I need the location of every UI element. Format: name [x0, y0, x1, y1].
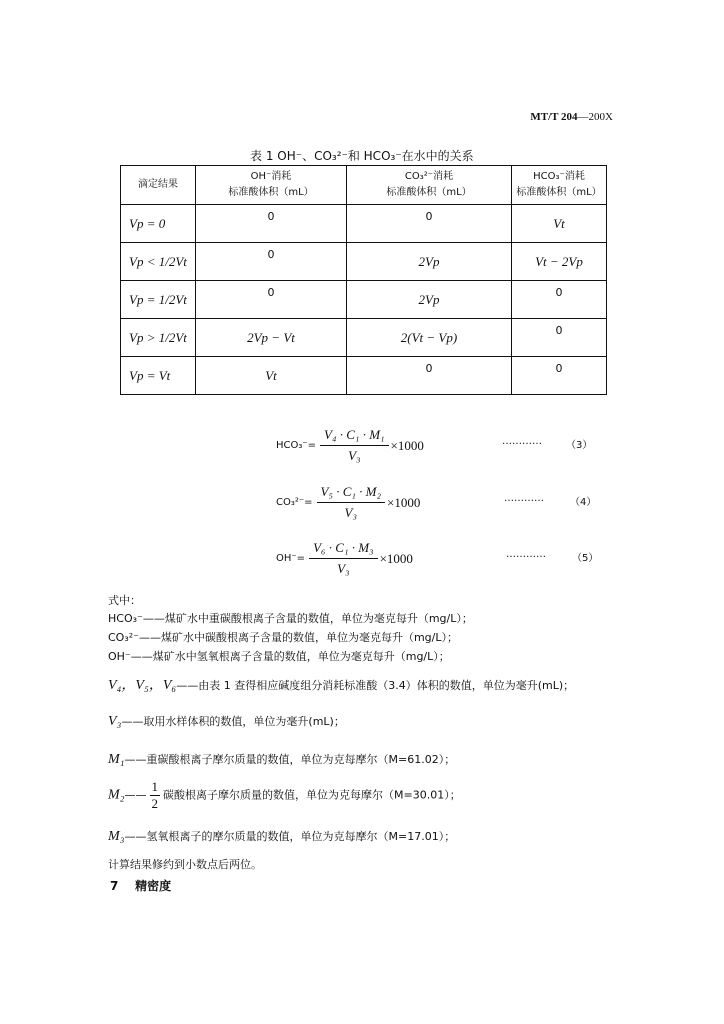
leader-dots: …………	[502, 436, 542, 447]
titration-condition: Vp < 1/2Vt	[129, 254, 187, 269]
co3-consumption: 0	[425, 210, 433, 223]
definition-text: ——氢氧根离子的摩尔质量的数值，单位为克每摩尔（M=17.01）；	[124, 830, 456, 843]
table-row	[121, 357, 607, 395]
leader-dots: …………	[504, 493, 544, 504]
symbol-v3: V₃	[108, 714, 122, 729]
leader-dots: …………	[506, 549, 546, 560]
definition-v3	[108, 713, 345, 730]
symbol-m2: M₂	[108, 787, 125, 803]
formula-multiplier: ×1000	[379, 550, 413, 566]
co3-consumption: 2Vp	[418, 292, 440, 307]
formula-lhs: OH⁻=	[276, 553, 306, 564]
fraction-numerator: 1	[151, 779, 159, 794]
definition-m1	[108, 751, 455, 768]
oh-consumption: 2Vp − Vt	[247, 330, 295, 345]
definition-text: ——由表 1 查得相应碱度组分消耗标准酸（3.4）体积的数值，单位为毫升(mL)；	[176, 679, 575, 692]
definition-v456	[108, 674, 574, 694]
oh-consumption: 0	[267, 248, 275, 261]
fraction-denominator: V₃	[348, 448, 361, 463]
formula-lhs: HCO₃⁻=	[276, 440, 317, 451]
rounding-note: 计算结果修约到小数点后两位。	[108, 858, 262, 871]
fraction-denominator: V₃	[337, 561, 350, 576]
table-row	[121, 319, 607, 357]
half-fraction	[150, 779, 161, 812]
section-title: 精密度	[135, 879, 172, 893]
co3-consumption: 2(Vt − Vp)	[400, 330, 458, 345]
co3-consumption: 2Vp	[418, 254, 440, 269]
hco3-consumption: 0	[555, 324, 563, 337]
where-label: 式中：	[108, 594, 141, 607]
definition-co3: CO₃²⁻——煤矿水中碳酸根离子含量的数值，单位为毫克每升（mg/L）；	[108, 631, 458, 644]
titration-condition: Vp = 0	[129, 216, 166, 231]
fraction-denominator: V₃	[344, 505, 358, 520]
hco3-consumption: 0	[555, 362, 563, 375]
fraction-denominator: 2	[151, 796, 159, 811]
table-header-cell: CO₃²⁻消耗 标准酸体积（mL）	[347, 166, 512, 205]
table-caption: 表 1 OH⁻、CO₃²⁻和 HCO₃⁻在水中的关系	[250, 149, 474, 163]
definition-text: ——取用水样体积的数值，单位为毫升(mL)；	[121, 715, 345, 728]
co3-consumption: 0	[425, 362, 433, 375]
definition-dash: ——	[124, 788, 147, 802]
fraction-numerator: V₅ · C₁ · M₂	[317, 484, 386, 503]
fraction-numerator: V₄ · C₁ · M₁	[320, 427, 389, 446]
oh-consumption: 0	[267, 286, 275, 299]
symbol-v456: V₄，V₅，V₆	[108, 678, 177, 693]
equation-number: （4）	[570, 497, 597, 508]
fraction	[309, 540, 378, 577]
formula-lhs: CO₃²⁻=	[276, 497, 313, 508]
definition-oh: OH⁻——煤矿水中氢氧根离子含量的数值，单位为毫克每升（mg/L）；	[108, 650, 450, 663]
titration-condition: Vp > 1/2Vt	[129, 330, 187, 345]
table-header-row	[121, 166, 607, 205]
table-row	[121, 243, 607, 281]
formula-multiplier: ×1000	[390, 437, 424, 453]
definition-m2	[108, 779, 461, 812]
relation-table	[120, 165, 607, 395]
standard-code: MT/T 204—200X	[530, 111, 613, 123]
table-header-cell: HCO₃⁻消耗 标准酸体积（mL）	[512, 166, 607, 205]
fraction-numerator: V₆ · C₁ · M₃	[309, 540, 378, 559]
fraction	[317, 484, 386, 521]
titration-condition: Vp = 1/2Vt	[129, 292, 187, 307]
symbol-m3: M₃	[108, 829, 125, 844]
table-row	[121, 281, 607, 319]
oh-consumption: Vt	[265, 368, 277, 383]
equation-number: （5）	[572, 553, 599, 564]
table-row	[121, 205, 607, 243]
equation-number: （3）	[566, 440, 593, 451]
section-heading	[110, 877, 171, 894]
section-number: 7	[110, 879, 119, 893]
hco3-consumption: 0	[555, 286, 563, 299]
oh-consumption: 0	[267, 210, 275, 223]
titration-condition: Vp = Vt	[129, 368, 171, 383]
definition-text: 碳酸根离子摩尔质量的数值，单位为克每摩尔（M=30.01）；	[163, 788, 461, 802]
symbol-m1: M₁	[108, 752, 125, 767]
formula-hco3	[276, 427, 424, 464]
definition-hco3: HCO₃⁻——煤矿水中重碳酸根离子含量的数值，单位为毫克每升（mg/L）；	[108, 612, 473, 625]
definition-m3	[108, 828, 455, 845]
formula-oh	[276, 540, 413, 577]
hco3-consumption: Vt	[553, 216, 565, 231]
table-header-cell: OH⁻消耗 标准酸体积（mL）	[196, 166, 347, 205]
definition-text: ——重碳酸根离子摩尔质量的数值，单位为克每摩尔（M=61.02）；	[124, 753, 456, 766]
hco3-consumption: Vt − 2Vp	[535, 254, 583, 269]
table-header-cell: 滴定结果	[121, 166, 196, 205]
formula-co3	[276, 484, 420, 521]
formula-multiplier: ×1000	[387, 494, 421, 510]
fraction	[320, 427, 389, 464]
